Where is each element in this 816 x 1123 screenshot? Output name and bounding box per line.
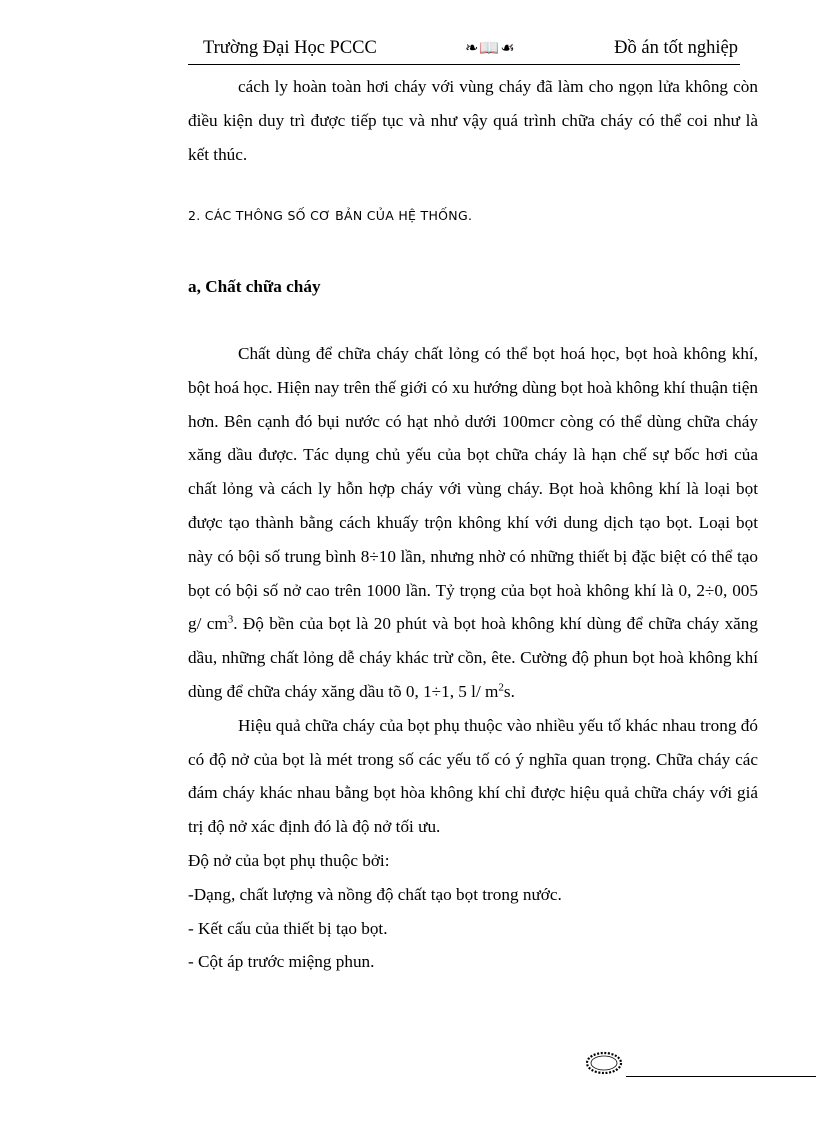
- header-ornament-icon: ❧📖☙: [465, 40, 516, 57]
- header-school-name: Trường Đại Học PCCC: [203, 38, 377, 58]
- intro-block: [188, 70, 758, 171]
- list-item: - Kết cấu của thiết bị tạo bọt.: [188, 918, 388, 938]
- page-header: [188, 38, 738, 66]
- body-block: [188, 337, 758, 979]
- section-title: 2. CÁC THÔNG SỐ CƠ BẢN CỦA HỆ THỐNG.: [188, 208, 473, 223]
- paragraph-text: s.: [503, 681, 515, 701]
- paragraph-efficiency: Hiệu quả chữa cháy của bọt phụ thuộc vào nhiều yếu tố khác nhau trong đó có độ nở của bọt là mét trong số các yếu tố có ý nghĩa quan trọng. Chữa cháy các đám cháy khác nhau bằng bọt hòa không khí chỉ được hiệu quả chữa cháy với giá trị độ nở xác định đó là độ nở tối ưu.: [188, 715, 758, 837]
- subsection-title: a, Chất chữa cháy: [188, 277, 321, 296]
- header-document-type: Đồ án tốt nghiệp: [614, 38, 738, 58]
- superscript: 3: [227, 613, 234, 626]
- list-item: -Dạng, chất lượng và nồng độ chất tạo bọt trong nước.: [188, 884, 562, 904]
- header-divider: [188, 64, 740, 65]
- footer-divider: [626, 1076, 816, 1077]
- paragraph-text: . Độ bền của bọt là 20 phút và bọt hoà không khí dùng để chữa cháy xăng dầu, những chất lỏng dễ cháy khác trừ cồn, ête. Cường độ phun bọt hoà không khí dùng để chữa cháy xăng dầu tõ 0, 1÷1, 5 l/ m: [188, 614, 758, 701]
- list-intro: Độ nở của bọt phụ thuộc bởi:: [188, 850, 390, 870]
- footer-ornament-icon: [584, 1049, 624, 1077]
- paragraph-fire-agent: [188, 337, 758, 709]
- superscript: 2: [498, 681, 504, 694]
- intro-paragraph: cách ly hoàn toàn hơi cháy với vùng cháy đã làm cho ngọn lửa không còn điều kiện duy trì được tiếp tục và như vậy quá trình chữa cháy có thể coi như là kết thúc.: [188, 77, 758, 164]
- paragraph-text: Chất dùng để chữa cháy chất lỏng có thể bọt hoá học, bọt hoà không khí, bột hoá học. Hiện nay trên thế giới có xu hướng dùng bọt hoà không khí thuận tiện hơn. Bên cạnh đó bụi nước có hạt nhỏ dưới 100mcr còng có thể dùng chữa cháy xăng dầu được. Tác dụng chủ yếu của bọt chữa cháy là hạn chế sự bốc hơi của chất lỏng và cách ly hỗn hợp cháy với vùng cháy. Bọt hoà không khí là loại bọt được tạo thành bằng cách khuấy trộn không khí với dung dịch tạo bọt. Loại bọt này có bội số trung bình 8÷10 lần, nhưng nhờ có những thiết bị đặc biệt có thể tạo bọt có bội số nở cao trên 1000 lần. Tỷ trọng của bọt hoà không khí là 0, 2÷0, 005 g/ cm: [188, 344, 758, 634]
- list-item: - Cột áp trước miệng phun.: [188, 952, 375, 972]
